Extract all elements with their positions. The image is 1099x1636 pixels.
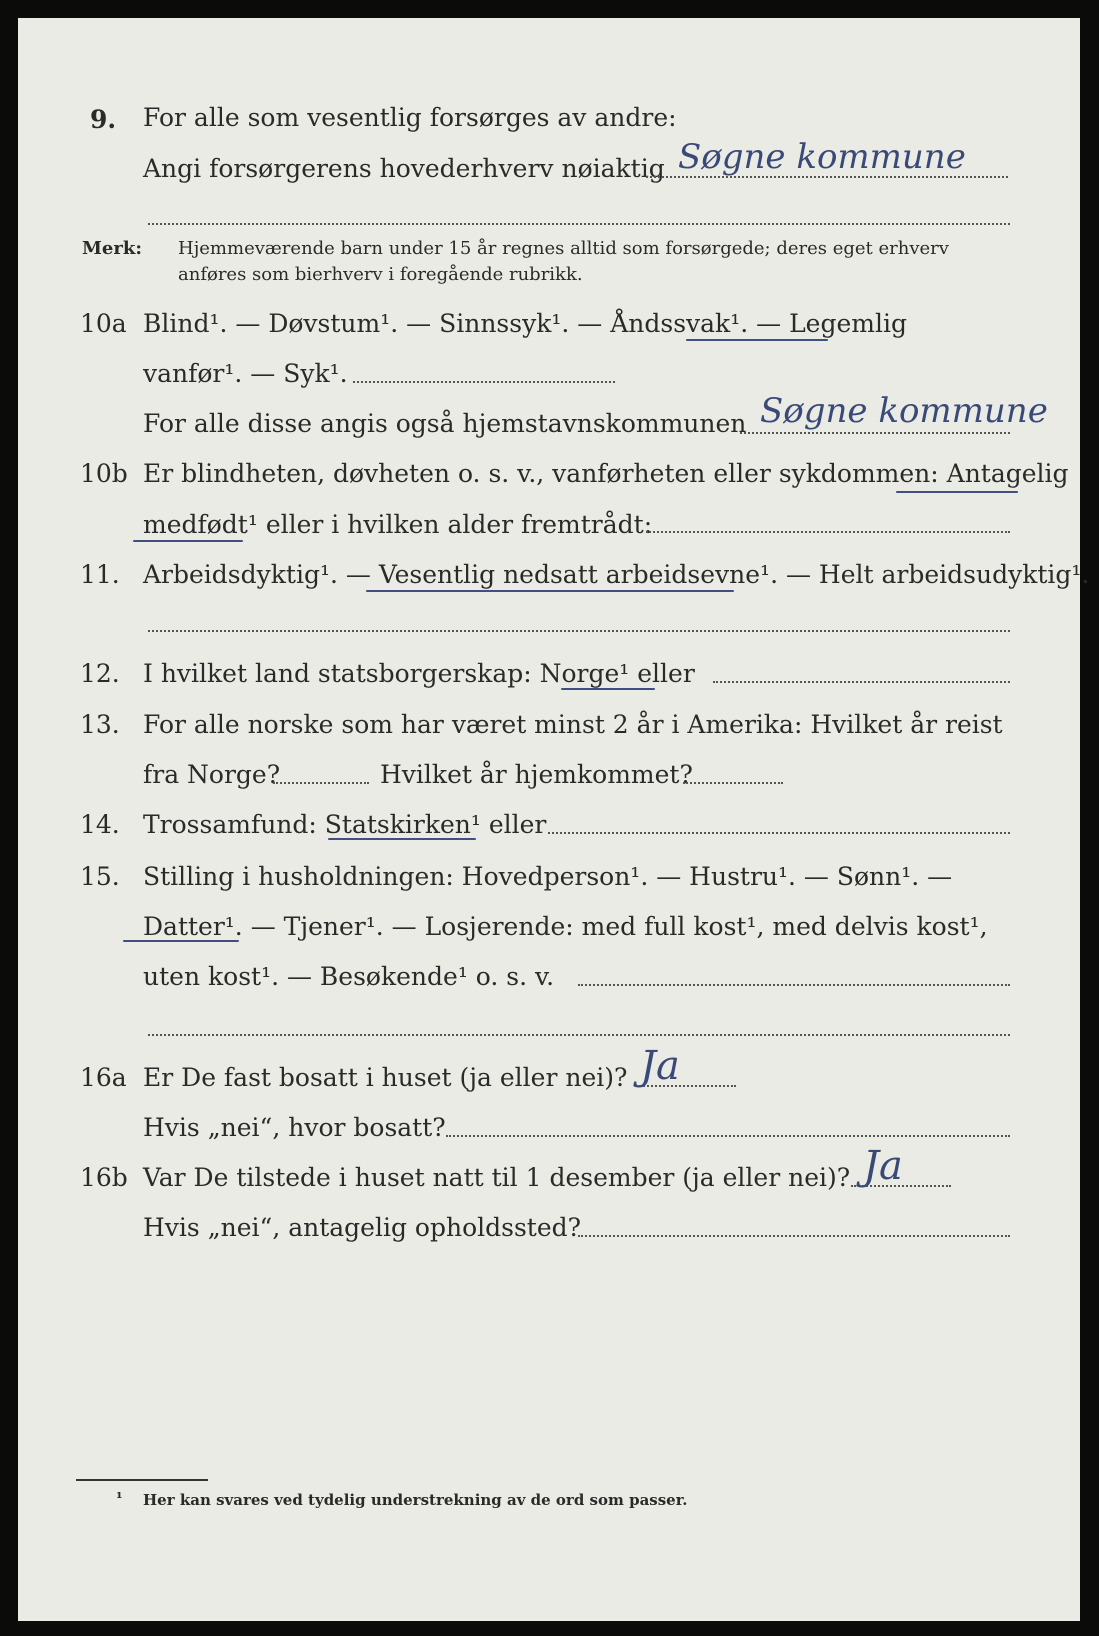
q10a-line3: For alle disse angis også hjemstavnskommunen [143,409,747,438]
q10a-number: 10a [80,309,127,338]
footnote-text: Her kan svares ved tydelig understrekning av de ord som passer. [143,1491,688,1509]
merk-label: Merk: [82,238,142,259]
q12-underline-norge [561,688,655,690]
q11-number: 11. [80,560,120,589]
q16a-line2: Hvis „nei“, hvor bosatt? [143,1113,446,1142]
q14-answer-line [548,832,1010,834]
q10b-line1: Er blindheten, døvheten o. s. v., vanførheten eller sykdommen: Antagelig [143,459,1069,488]
q10a-underline-andssvak [686,339,828,341]
q9-extra-line [148,223,1010,225]
q10b-number: 10b [80,459,128,488]
q16b-handwritten-answer: Ja [863,1143,903,1189]
q15-extra-line [148,1034,1010,1036]
q16b-opholdssted-line [578,1235,1010,1237]
q10b-underline-medfodt [133,540,243,542]
q16b-line1: Var De tilstede i huset natt til 1 desember (ja eller nei)? [143,1163,851,1192]
q12-answer-line [713,681,1010,683]
census-form-page [18,18,1090,1621]
q12-number: 12. [80,659,120,688]
q9-line1: For alle som vesentlig forsørges av andre: [143,103,677,132]
q10a-line1: Blind¹. — Døvstum¹. — Sinnssyk¹. — Åndssvak¹. — Legemlig [143,309,907,338]
footnote-mark: ¹ [116,1489,123,1507]
q10b-line2: medfødt¹ eller i hvilken alder fremtrådt: [143,510,653,539]
q13-number: 13. [80,710,120,739]
q11-extra-line [148,630,1010,632]
q10b-underline-antagelig [896,491,1018,493]
q10b-answer-line [646,531,1010,533]
q9-line2: Angi forsørgerens hovederhverv nøiaktig [143,154,665,183]
q14-line1: Trossamfund: Statskirken¹ eller [143,810,547,839]
q10a-answer-line [740,432,1010,434]
q11-line1: Arbeidsdyktig¹. — Vesentlig nedsatt arbeidsevne¹. — Helt arbeidsudyktig¹. [143,560,1090,589]
q15-line2: Datter¹. — Tjener¹. — Losjerende: med full kost¹, med delvis kost¹, [143,912,988,941]
q14-underline-statskirken [328,838,476,840]
q11-underline-vesentlig [366,590,734,592]
merk-line1: Hjemmeværende barn under 15 år regnes alltid som forsørgede; deres eget erhverv [178,238,949,259]
q10a-syk-line [353,381,615,383]
q16b-line2: Hvis „nei“, antagelig opholdssted? [143,1213,582,1242]
q15-number: 15. [80,862,120,891]
q16a-line1: Er De fast bosatt i huset (ja eller nei)? [143,1063,628,1092]
footnote-rule [76,1479,208,1481]
merk-line2: anføres som bierhverv i foregående rubrikk. [178,264,583,285]
q10a-line2: vanfør¹. — Syk¹. [143,359,348,388]
q13-hjemkommet-line [683,782,783,784]
q16a-handwritten-answer: Ja [640,1043,680,1089]
q13-reist-line [273,782,369,784]
q13-line2b: Hvilket år hjemkommet? [380,760,693,789]
q16b-number: 16b [80,1163,128,1192]
q15-answer-line [578,984,1010,986]
q16a-number: 16a [80,1063,127,1092]
q12-line1: I hvilket land statsborgerskap: Norge¹ eller [143,659,695,688]
q15-underline-datter [123,940,239,942]
q14-number: 14. [80,810,120,839]
q10a-handwritten-answer: Søgne kommune [760,391,1048,431]
q16a-bosatt-line [446,1135,1010,1137]
q15-line3: uten kost¹. — Besøkende¹ o. s. v. [143,962,555,991]
q9-number: 9. [90,105,117,134]
q9-handwritten-answer: Søgne kommune [678,137,966,177]
q13-line1: For alle norske som har været minst 2 år i Amerika: Hvilket år reist [143,710,1003,739]
q13-line2a: fra Norge? [143,760,281,789]
q15-line1: Stilling i husholdningen: Hovedperson¹. — Hustru¹. — Sønn¹. — [143,862,953,891]
